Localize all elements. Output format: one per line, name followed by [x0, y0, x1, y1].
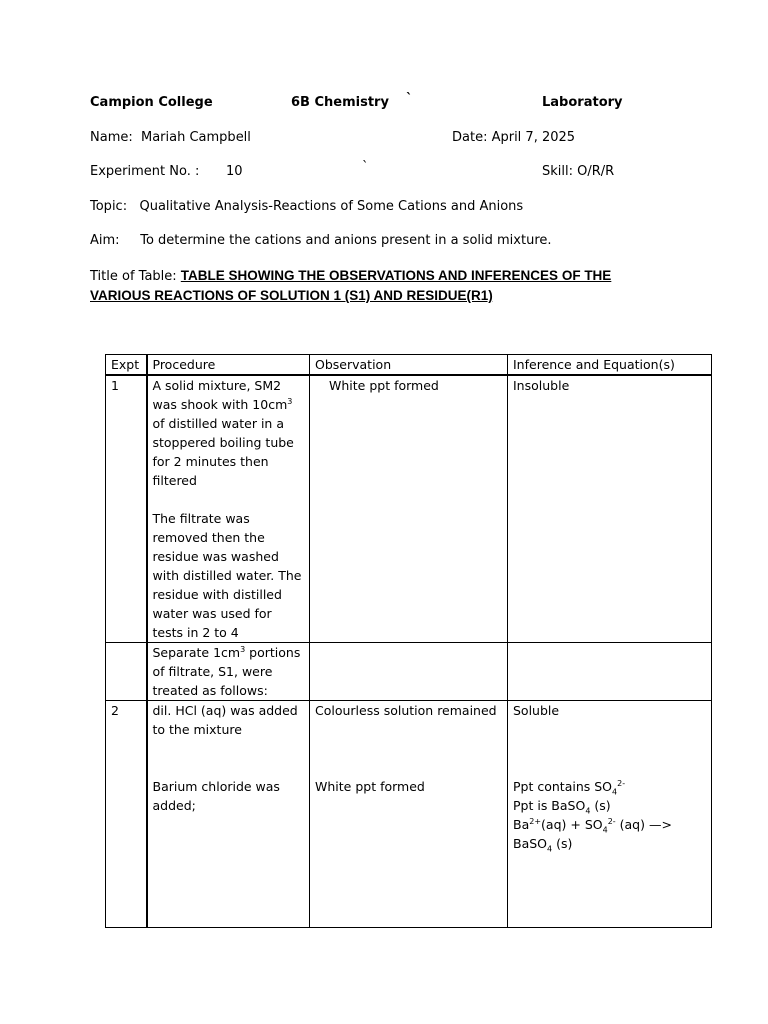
table-row	[106, 375, 712, 643]
topic-value: Qualitative Analysis-Reactions of Some Cations and Anions	[139, 199, 524, 214]
observation-cell: White ppt formed	[310, 375, 508, 643]
laboratory-label: Laboratory	[542, 95, 623, 110]
college-name: Campion College	[90, 95, 213, 110]
observation-text: White ppt formed	[315, 779, 425, 794]
inference-text: Ppt contains $SO_4^{2-}$	[513, 778, 626, 797]
procedure-cell	[147, 701, 310, 928]
stray-mark: `	[362, 160, 369, 175]
table-title-label: Title of Table:	[90, 269, 177, 284]
inference-cell	[508, 701, 712, 928]
inference-text: Ppt is BaSO$_4$ (s)	[513, 798, 611, 816]
observations-table	[105, 354, 712, 928]
name-label: Name:	[90, 130, 133, 145]
experiment-label: Experiment No. :	[90, 164, 200, 179]
table-title-line-2: VARIOUS REACTIONS OF SOLUTION 1 (S1) AND RESIDUE(R1)	[90, 288, 493, 303]
procedure-cell	[147, 375, 310, 643]
table-title-line-1: TABLE SHOWING THE OBSERVATIONS AND INFERENCES OF THE	[180, 268, 612, 283]
experiment-number: 10	[226, 164, 243, 179]
equation-text: $Ba^{2+}(aq) + SO_4^{2-}$ (aq) —> BaSO$_4$ (s)	[513, 816, 672, 854]
expt-cell: 1	[106, 375, 147, 643]
skill-field: Skill: O/R/R	[542, 164, 615, 179]
procedure-text: The filtrate was removed then the residue was washed with distilled water. The residue with distilled water was used for tests in 2 to 4	[152, 511, 302, 640]
name-field	[90, 130, 251, 145]
procedure-text: Barium chloride was added;	[152, 779, 280, 813]
procedure-cell: Separate $1cm^3$ portions of filtrate, S1, were treated as follows:	[147, 643, 310, 701]
observation-cell	[310, 701, 508, 928]
aim-label: Aim:	[90, 233, 120, 248]
topic-label: Topic:	[90, 199, 128, 214]
table-title-line-2-wrap	[90, 288, 493, 304]
observation-text: Colourless solution remained	[315, 703, 497, 718]
inference-cell: Insoluble	[508, 375, 712, 643]
procedure-text: dil. HCl (aq) was added to the mixture	[152, 703, 298, 737]
header-expt: Expt	[106, 355, 147, 376]
expt-cell	[106, 643, 147, 701]
header-procedure: Procedure	[147, 355, 310, 376]
inference-cell	[508, 643, 712, 701]
observation-cell	[310, 643, 508, 701]
expt-cell: 2	[106, 701, 147, 928]
topic-field	[90, 199, 523, 214]
date-field: Date: April 7, 2025	[452, 130, 576, 145]
name-value: Mariah Campbell	[141, 130, 251, 145]
aim-value: To determine the cations and anions present in a solid mixture.	[140, 233, 552, 248]
course-name: 6B Chemistry	[291, 95, 389, 110]
header-observation: Observation	[310, 355, 508, 376]
header-inference: Inference and Equation(s)	[508, 355, 712, 376]
procedure-text: A solid mixture, SM2 was shook with $10cm^3$ of distilled water in a stoppered boiling tube for 2 minutes then filtered	[152, 378, 294, 488]
table-row	[106, 701, 712, 928]
inference-text: Soluble	[513, 703, 560, 718]
table-header-row	[106, 355, 712, 376]
table-title-field	[90, 268, 611, 284]
table-row	[106, 643, 712, 701]
aim-field	[90, 233, 552, 248]
stray-mark: `	[406, 92, 413, 107]
